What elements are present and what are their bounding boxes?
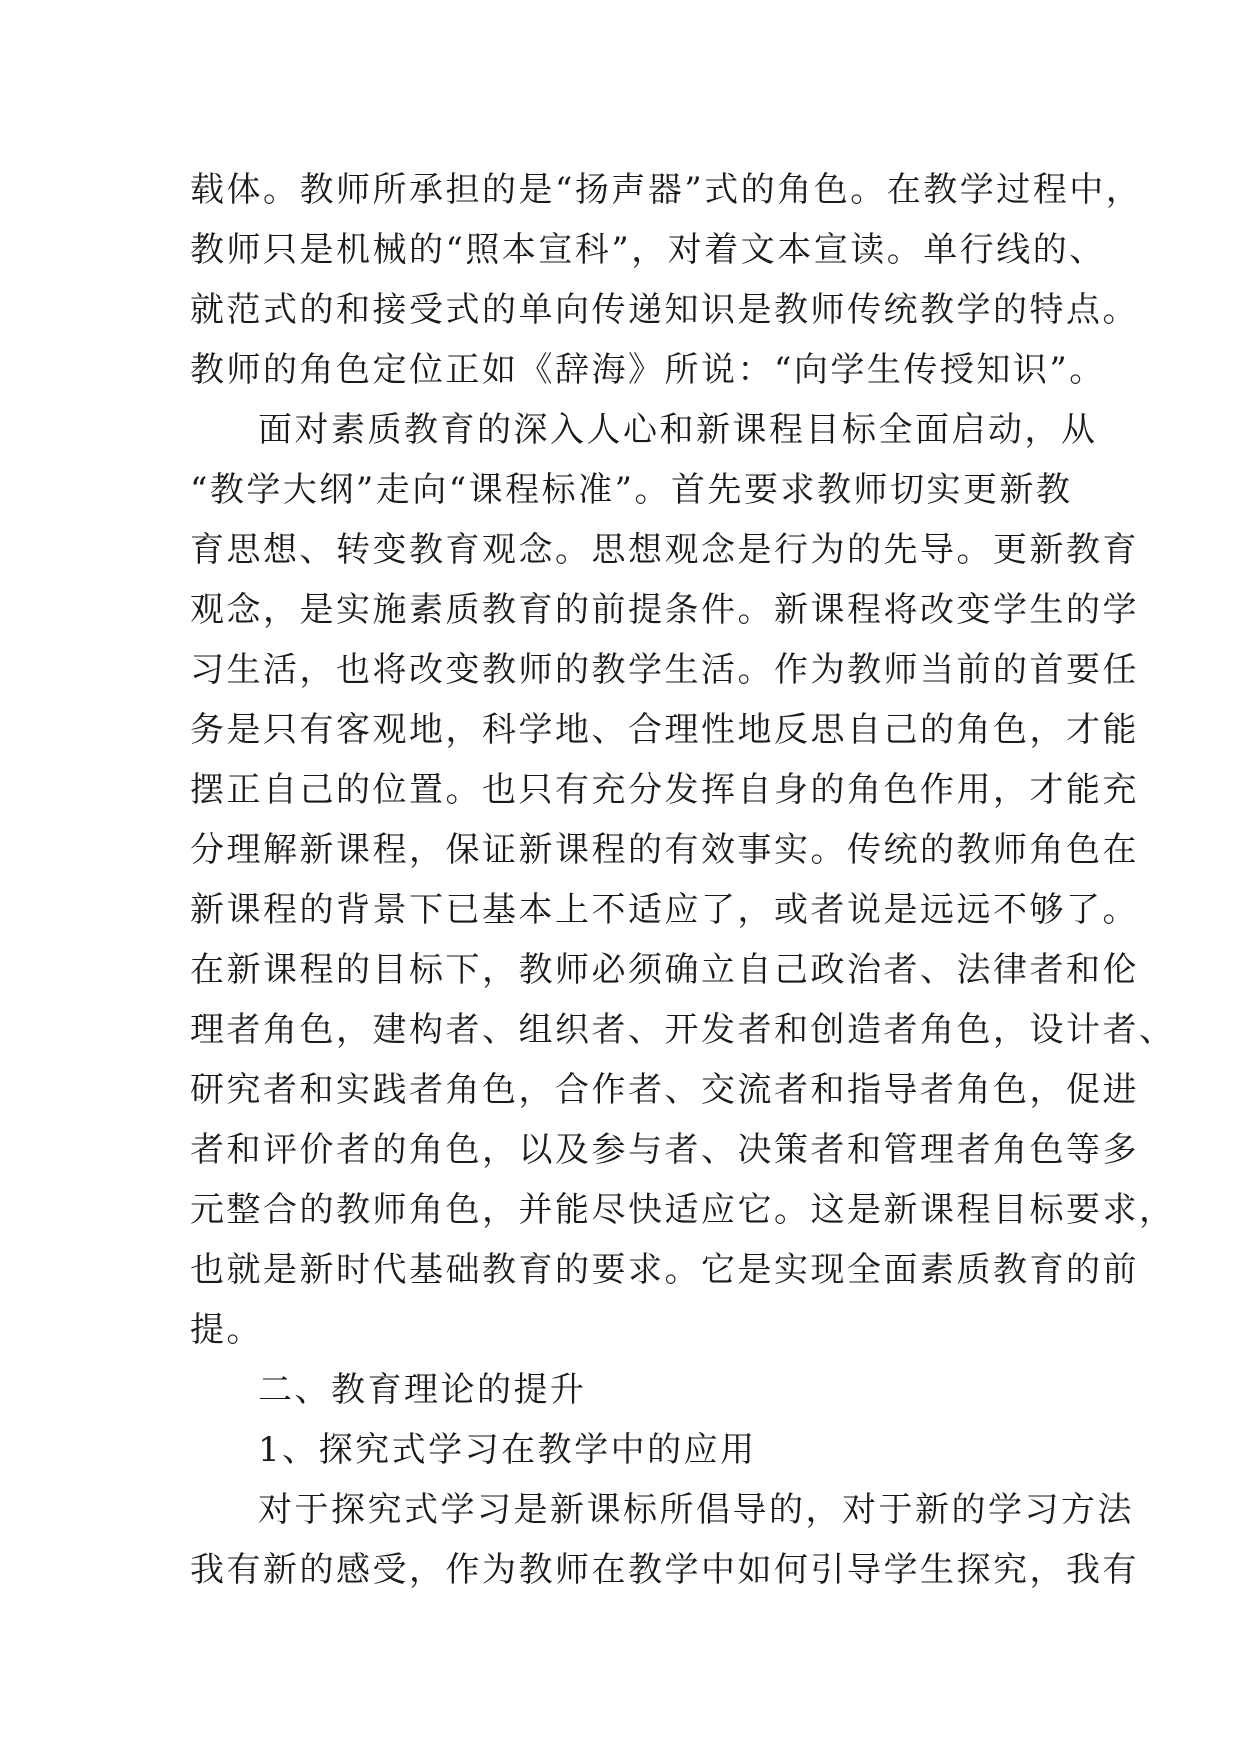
text-line: 在新课程的目标下，教师必须确立自己政治者、法律者和伦 bbox=[190, 950, 1139, 990]
text-line: 研究者和实践者角色，合作者、交流者和指导者角色，促进 bbox=[190, 1070, 1139, 1110]
text-line: 1、探究式学习在教学中的应用 bbox=[258, 1430, 757, 1470]
text-line: 理者角色，建构者、组织者、开发者和创造者角色，设计者、 bbox=[190, 1010, 1176, 1050]
text-line: 教师只是机械的“照本宣科”，对着文本宣读。单行线的、 bbox=[190, 230, 1106, 270]
text-line: 二、教育理论的提升 bbox=[258, 1370, 587, 1410]
text-line: 面对素质教育的深入人心和新课程目标全面启动，从 bbox=[258, 410, 1098, 450]
text-line: 对于探究式学习是新课标所倡导的，对于新的学习方法 bbox=[258, 1490, 1134, 1530]
text-line: 务是只有客观地，科学地、合理性地反思自己的角色，才能 bbox=[190, 710, 1139, 750]
body-text bbox=[190, 160, 1176, 1600]
text-line: 教师的角色定位正如《辞海》所说：“向学生传授知识”。 bbox=[190, 350, 1106, 390]
text-line: 提。 bbox=[190, 1310, 263, 1350]
text-line: 新课程的背景下已基本上不适应了，或者说是远远不够了。 bbox=[190, 890, 1139, 930]
text-line: 分理解新课程，保证新课程的有效事实。传统的教师角色在 bbox=[190, 830, 1139, 870]
text-line: 习生活，也将改变教师的教学生活。作为教师当前的首要任 bbox=[190, 650, 1139, 690]
text-line: 就范式的和接受式的单向传递知识是教师传统教学的特点。 bbox=[190, 290, 1139, 330]
text-line: “教学大纲”走向“课程标准”。首先要求教师切实更新教 bbox=[190, 470, 1073, 510]
text-line: 我有新的感受，作为教师在教学中如何引导学生探究，我有 bbox=[190, 1550, 1139, 1590]
text-line: 也就是新时代基础教育的要求。它是实现全面素质教育的前 bbox=[190, 1250, 1139, 1290]
text-line: 育思想、转变教育观念。思想观念是行为的先导。更新教育 bbox=[190, 530, 1139, 570]
text-line: 元整合的教师角色，并能尽快适应它。这是新课程目标要求， bbox=[190, 1190, 1176, 1230]
text-line: 载体。教师所承担的是“扬声器”式的角色。在教学过程中， bbox=[190, 170, 1143, 210]
text-line: 观念，是实施素质教育的前提条件。新课程将改变学生的学 bbox=[190, 590, 1139, 630]
text-line: 摆正自己的位置。也只有充分发挥自身的角色作用，才能充 bbox=[190, 770, 1139, 810]
text-line: 者和评价者的角色，以及参与者、决策者和管理者角色等多 bbox=[190, 1130, 1139, 1170]
